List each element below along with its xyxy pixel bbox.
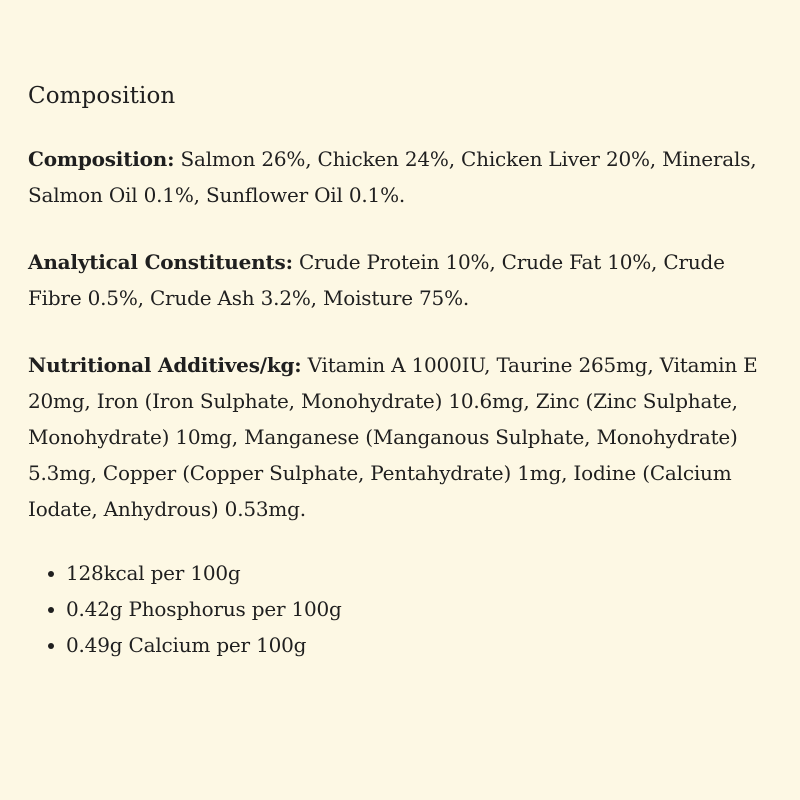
analytical-constituents-label: Analytical Constituents: (28, 250, 293, 274)
list-item-text: 128kcal per 100g (66, 561, 241, 585)
section-title: Composition (28, 83, 176, 109)
nutrition-facts-list (28, 555, 772, 663)
analytical-constituents-paragraph (28, 244, 772, 316)
composition-paragraph (28, 141, 772, 213)
composition-text: Salmon 26%, Chicken 24%, Chicken Liver 20%, Minerals, Salmon Oil 0.1%, Sunflower Oil 0.1%. (28, 147, 757, 207)
nutritional-additives-label: Nutritional Additives/kg: (28, 353, 302, 377)
bullet-dot-icon (48, 607, 54, 613)
list-item (46, 591, 772, 627)
nutritional-additives-text: Vitamin A 1000IU, Taurine 265mg, Vitamin E 20mg, Iron (Iron Sulphate, Monohydrate) 10.6mg, Zinc (Zinc Sulphate, Monohydrate) 10mg, Manganese (Manganous Sulphate, Monohydrate) 5.3mg, Copper (Copper Sulphate, Pentahydrate) 1mg, Iodine (Calcium Iodate, Anhydrous) 0.53mg. (28, 353, 758, 521)
nutritional-additives-paragraph (28, 347, 772, 527)
list-item (46, 555, 772, 591)
bullet-dot-icon (48, 571, 54, 577)
list-item-text: 0.49g Calcium per 100g (66, 633, 307, 657)
list-item (46, 627, 772, 663)
analytical-constituents-text: Crude Protein 10%, Crude Fat 10%, Crude Fibre 0.5%, Crude Ash 3.2%, Moisture 75%. (28, 250, 725, 310)
list-item-text: 0.42g Phosphorus per 100g (66, 597, 342, 621)
composition-label: Composition: (28, 147, 175, 171)
bullet-dot-icon (48, 643, 54, 649)
